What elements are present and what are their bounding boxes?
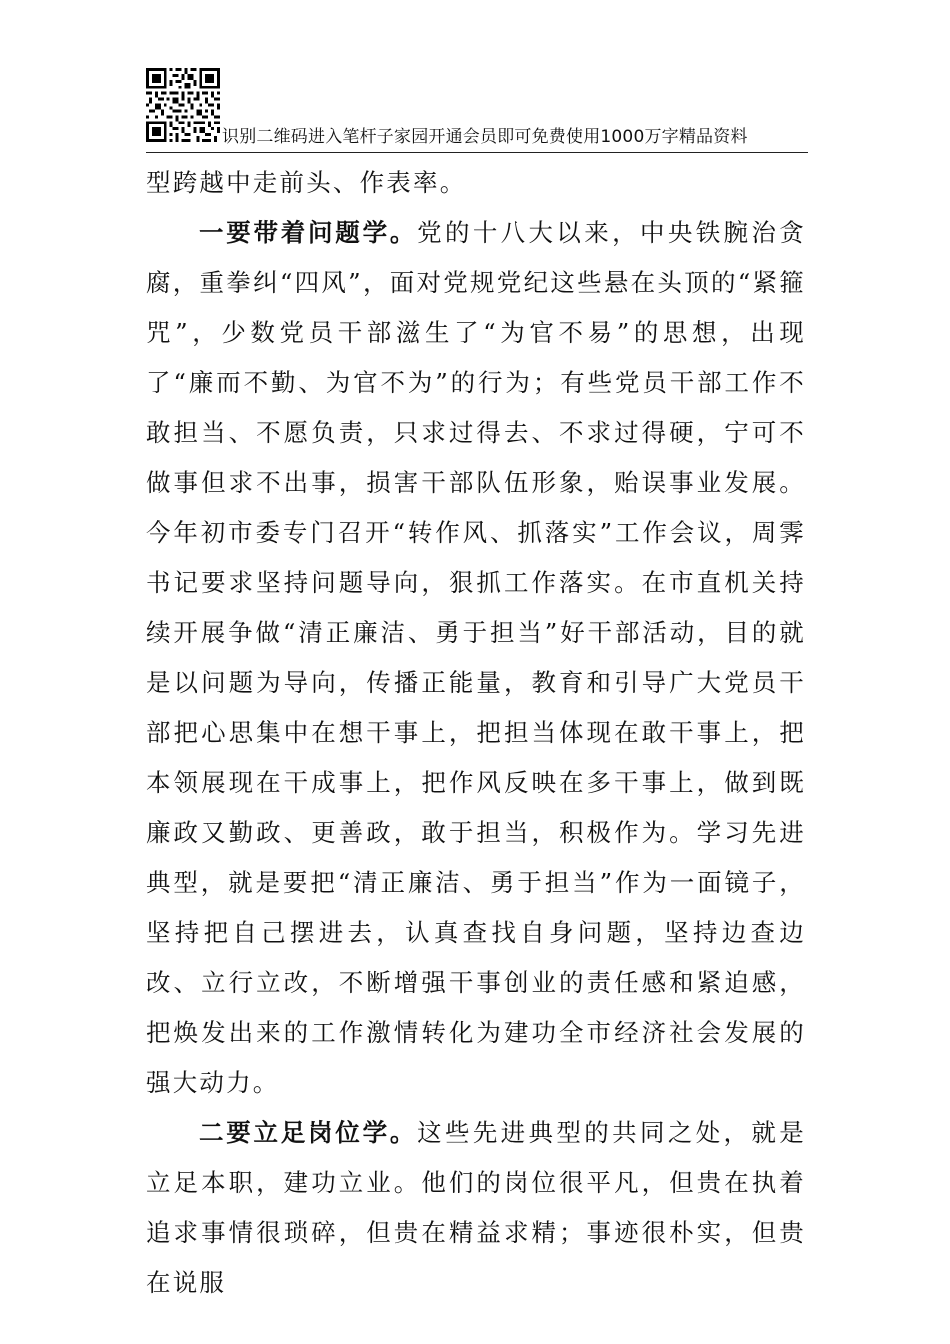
header-notice: 识别二维码进入笔杆子家园开通会员即可免费使用1000万字精品资料 <box>222 127 748 147</box>
paragraph-two-heading: 二要立足岗位学。 <box>199 1118 418 1147</box>
paragraph-continuation: 型跨越中走前头、作表率。 <box>146 168 467 197</box>
paragraph-two <box>146 1108 806 1308</box>
header-divider <box>146 152 808 153</box>
page-header <box>146 68 808 154</box>
paragraph-one-heading: 一要带着问题学。 <box>199 218 418 247</box>
paragraph-one <box>146 208 806 1108</box>
qr-code-icon <box>146 68 220 142</box>
document-body <box>146 158 806 1308</box>
paragraph-two-text: 这些先进典型的共同之处，就是立足本职，建功立业。他们的岗位很平凡，但贵在执着追求事情很琐碎，但贵在精益求精；事迹很朴实，但贵在说服 <box>146 1118 806 1297</box>
paragraph-one-text: 党的十八大以来，中央铁腕治贪腐，重拳纠“四风”，面对党规党纪这些悬在头顶的“紧箍咒”，少数党员干部滋生了“为官不易”的思想，出现了“廉而不勤、为官不为”的行为；有些党员干部工作不敢担当、不愿负责，只求过得去、不求过得硬，宁可不做事但求不出事，损害干部队伍形象，贻误事业发展。今年初市委专门召开“转作风、抓落实”工作会议，周霁书记要求坚持问题导向，狠抓工作落实。在市直机关持续开展争做“清正廉洁、勇于担当”好干部活动，目的就是以问题为导向，传播正能量，教育和引导广大党员干部把心思集中在想干事上，把担当体现在敢干事上，把本领展现在干成事上，把作风反映在多干事上，做到既廉政又勤政、更善政，敢于担当，积极作为。学习先进典型，就是要把“清正廉洁、勇于担当”作为一面镜子，坚持把自己摆进去，认真查找自身问题，坚持边查边改、立行立改，不断增强干事创业的责任感和紧迫感，把焕发出来的工作激情转化为建功全市经济社会发展的强大动力。 <box>146 218 806 1097</box>
